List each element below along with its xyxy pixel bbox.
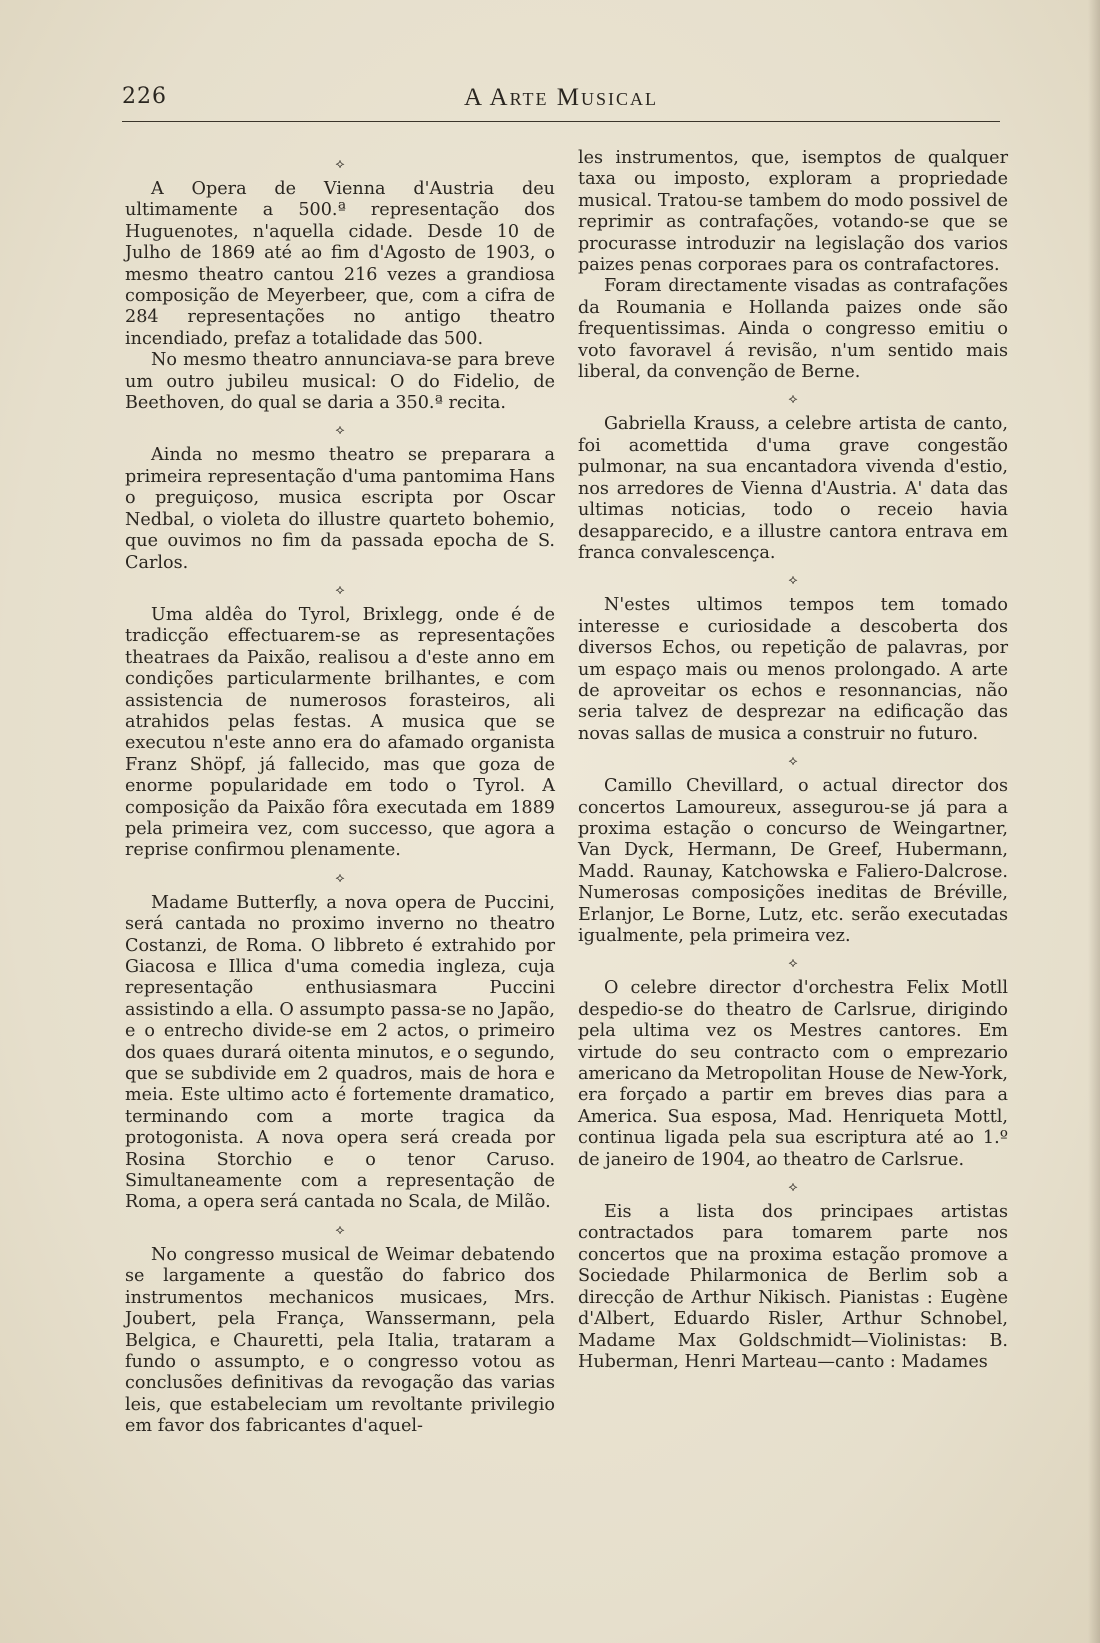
article-tyrol-paixao: Uma aldêa do Tyrol, Brixlegg, onde é de tradicção effectuarem-se as representações theatraes da Paixão, realisou a d'este anno em condições particularmente brilhantes, e com assistencia de numerosos forasteiros, ali atrahidos pelas festas. A musica que se executou n'este anno era do afamado organista Franz Shöpf, já fallecido, mas que goza de enorme popularidade em todo o Tyrol. A composição da Paixão fôra executada em 1889 pela primeira vez, com successo, que agora a reprise confirmou plenamente. (125, 604, 555, 861)
ornament-icon: ⟡ (335, 422, 345, 439)
article-gabriella-krauss: Gabriella Krauss, a celebre artista de canto, foi acomettida d'uma grave congestão pulmonar, na sua encantadora vivenda d'estio, nos arredores de Vienna d'Austria. A' data das ultimas noticias, todo o receio havia desapparecido, e a illustre cantora entrava em franca convalescença. (578, 414, 1008, 563)
article-vienna-fidelio: No mesmo theatro annunciava-se para breve um outro jubileu musical: O do Fidelio, de Beethoven, do qual se daria a 350.ª recita. (125, 350, 555, 414)
article-berlim-artistas: Eis a lista dos principaes artistas contractados para tomarem parte nos concertos que na proxima estação promove a Sociedade Philarmonica de Berlim sob a direcção de Arthur Nikisch. Pianistas : Eugène d'Albert, Eduardo Risler, Arthur Schnobel, Madame Max Goldschmidt—Violinistas: B. Huberman, Henri Marteau—canto : Madames (578, 1202, 1008, 1372)
ornament-icon: ⟡ (788, 1179, 798, 1196)
article-congresso-weimar: No congresso musical de Weimar debatendo se largamente a questão do fabrico dos instrumentos mechanicos musicaes, Mrs. Joubert, pela França, Wanssermann, pela Belgica, e Chauretti, pela Italia, trataram a fundo o assumpto, e o congresso votou as conclusões definitivas da revogação das varias leis, que estabeleciam um revoltante privilegio em favor dos fabricantes d'aquel- (125, 1244, 555, 1437)
ornament-icon: ⟡ (335, 869, 345, 886)
page-edge-shadow (1088, 0, 1100, 1643)
ornament-icon: ⟡ (788, 955, 798, 972)
article-chevillard: Camillo Chevillard, o actual director dos concertos Lamoureux, assegurou-se já para a proxima estação o concurso de Weingartner, Van Dyck, Hermann, De Greef, Hubermann, Madd. Raunay, Katchowska e Faliero-Dalcrose. Numerosas composições ineditas de Bréville, Erlanjor, Le Borne, Lutz, etc. serão executadas igualmente, pela primeira vez. (578, 776, 1008, 946)
ornament-icon: ⟡ (335, 581, 345, 598)
ornament-icon: ⟡ (788, 572, 798, 589)
ornament-icon: ⟡ (788, 753, 798, 770)
right-column (578, 148, 1008, 1373)
left-column (125, 148, 555, 1438)
journal-title: A Arte Musical (464, 84, 658, 111)
ornament-icon: ⟡ (788, 391, 798, 408)
page-number: 226 (122, 84, 167, 109)
article-felix-motll: O celebre director d'orchestra Felix Motll despedio-se do theatro de Carlsrue, dirigindo pela ultima vez os Mestres cantores. Em virtude do seu contracto com o emprezario americano da Metropolitan House de New-York, era forçado a partir em breves dias para a America. Sua esposa, Mad. Henriqueta Mottl, continua ligada pela sua escriptura até ao 1.º de janeiro de 1904, ao theatro de Carlsrue. (578, 978, 1008, 1170)
ornament-icon: ⟡ (335, 1221, 345, 1238)
article-echos: N'estes ultimos tempos tem tomado interesse e curiosidade a descoberta dos diversos Echos, ou repetição de palavras, por um espaço mais ou menos prolongado. A arte de aproveitar os echos e resonnancias, não seria talvez de desprezar na edificação das novas sallas de musica a construir no futuro. (578, 595, 1008, 744)
ornament-icon: ⟡ (335, 156, 345, 172)
page-header (122, 84, 1000, 118)
article-vienna-huguenotes: A Opera de Vienna d'Austria deu ultimamente a 500.ª representação dos Huguenotes, n'aquella cidade. Desde 10 de Julho de 1869 até ao fim d'Agosto de 1903, o mesmo theatro cantou 216 vezes a grandiosa composição de Meyerbeer, que, com a cifra de 284 representações no antigo theatro incendiado, prefaz a totalidade das 500. (125, 179, 555, 349)
article-madame-butterfly: Madame Butterfly, a nova opera de Puccini, será cantada no proximo inverno no theatro Costanzi, de Roma. O libbreto é extrahido por Giacosa e Illica d'uma comedia ingleza, cuja representação enthusiasmara Puccini assistindo a ella. O assumpto passa-se no Japão, e o entrecho divide-se em 2 actos, o primeiro dos quaes durará oitenta minutos, e o segundo, que se subdivide em 2 quadros, mais de hora e meia. Este ultimo acto é fortemente dramatico, terminando com a morte tragica da protogonista. A nova opera será creada por Rosina Storchio e o tenor Caruso. Simultaneamente com a representação de Roma, a opera será cantada no Scala, de Milão. (125, 892, 555, 1213)
header-rule (122, 121, 1000, 122)
article-hans-pantomima: Ainda no mesmo theatro se preparara a primeira representação d'uma pantomima Hans o preguiçoso, musica escripta por Oscar Nedbal, o violeta do illustre quarteto bohemio, que ouvimos no fim da passada epocha de S. Carlos. (125, 445, 555, 573)
article-congresso-weimar-cont: les instrumentos, que, isemptos de qualquer taxa ou imposto, exploram a propriedade musical. Tratou-se tambem do modo possivel de reprimir as contrafações, votando-se que se procurasse introduzir na legislação dos varios paizes penas corporaes para os contrafactores. (578, 148, 1008, 276)
article-contrafacoes: Foram directamente visadas as contrafações da Roumania e Hollanda paizes onde são frequentissimas. Ainda o congresso emitiu o voto favoravel á revisão, n'um sentido mais liberal, da convenção de Berne. (578, 276, 1008, 383)
